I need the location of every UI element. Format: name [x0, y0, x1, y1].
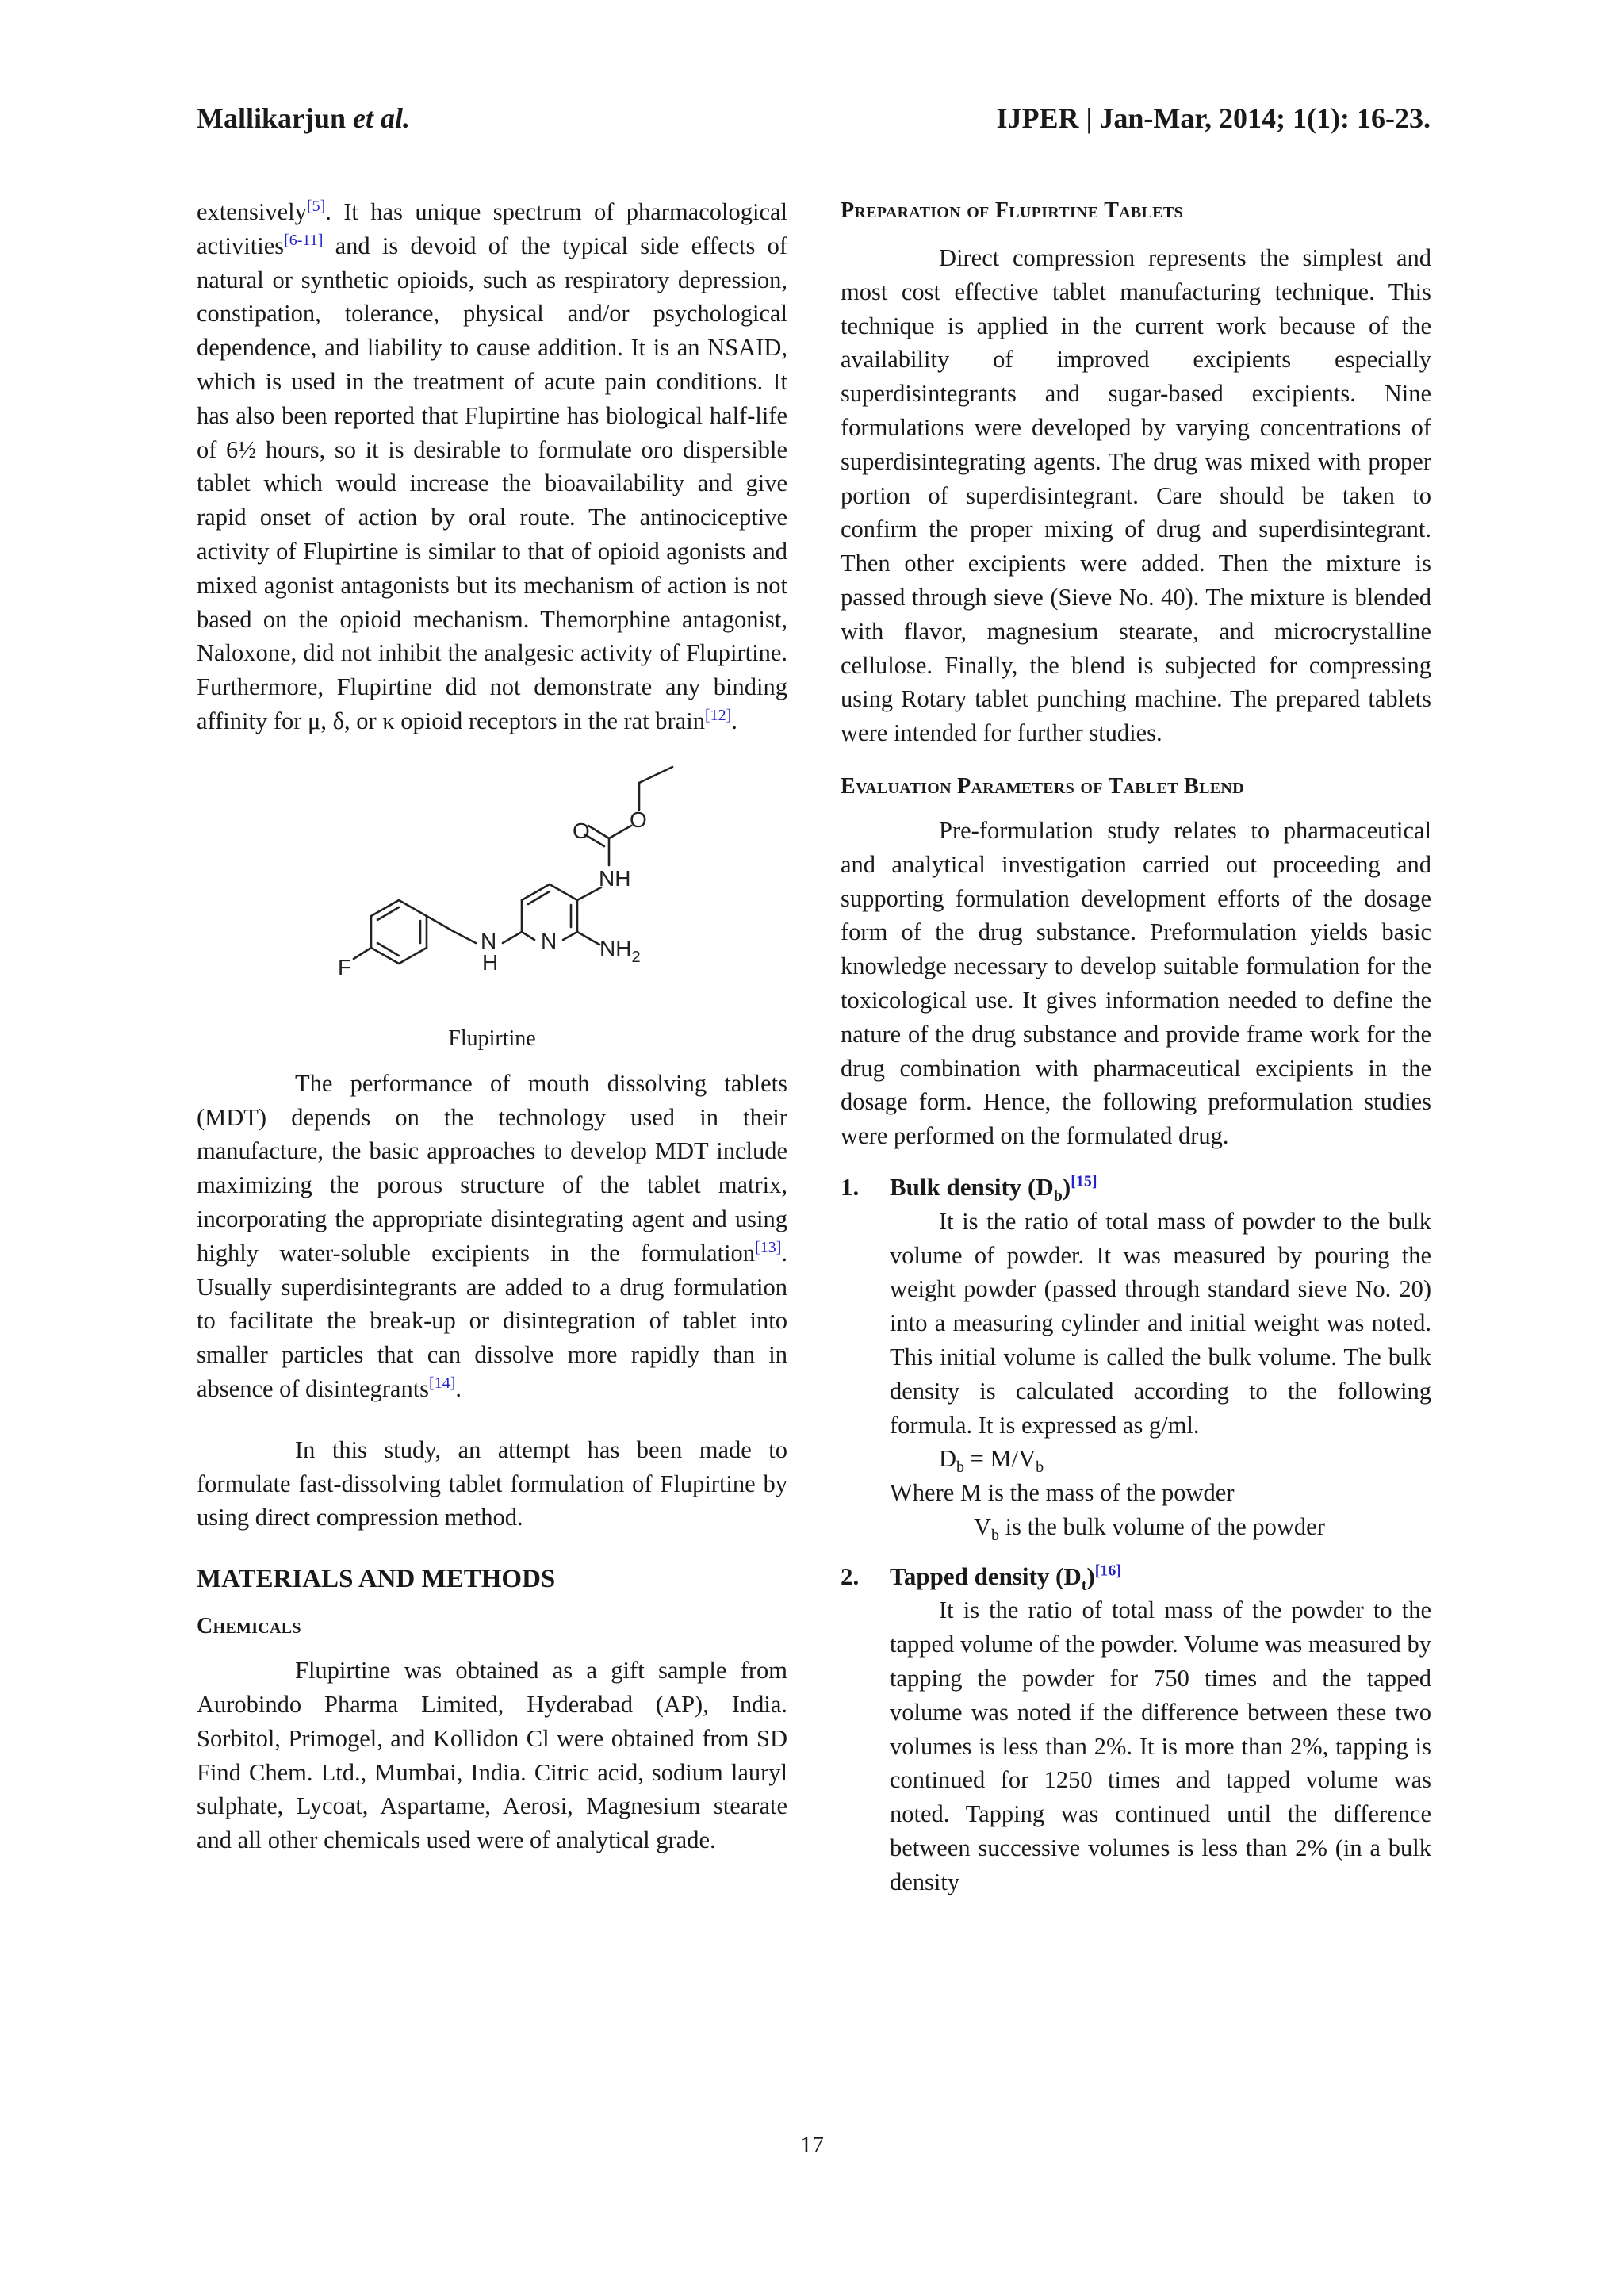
tapped-density-item: [841, 1560, 1431, 1899]
figure-caption: Flupirtine: [448, 1025, 536, 1051]
header-journal: IJPER | Jan-Mar, 2014; 1(1): 16-23.: [996, 102, 1431, 134]
atom-label: O: [630, 807, 647, 832]
bulk-density-title: Bulk density $(D_b)[15]$: [890, 1172, 1097, 1205]
running-header: [197, 99, 1431, 147]
flupirtine-structure-figure: [197, 745, 787, 1062]
citation-ref[interactable]: [16]: [1094, 1562, 1122, 1580]
materials-methods-heading: MATERIALS AND METHODS: [197, 1565, 556, 1594]
evaluation-heading: Evaluation Parameters of Tablet Blend: [841, 773, 1244, 799]
evaluation-paragraph: Pre-formulation study relates to pharmaceutical and analytical investigation carried out proceeding and supporting formulation development efforts of the dosage form of the drug substance. Preformulation yields basic knowledge necessary to develop suitable formulation for the toxicological use. It gives information needed to define the nature of the drug substance and provide frame work for the drug combination with pharmaceutical excipients in the dosage form. Hence, the following preformulation studies were performed on the formulated drug.: [841, 816, 1431, 1150]
citation-ref[interactable]: [15]: [1071, 1172, 1097, 1190]
chemicals-paragraph: Flupirtine was obtained as a gift sample from Aurobindo Pharma Limited, Hyderabad (AP), India. Sorbitol, Primogel, and Kollidon Cl were obtained from SD Find Chem. Ltd., Mumbai, India. Citric acid, sodium lauryl sulphate, Lycoat, Aspartame, Aerosi, Magnesium stearate and all other chemicals used were of analytical grade.: [197, 1657, 787, 1854]
tapped-density-text: It is the ratio of total mass of the powder to the tapped volume of the powder. Volume was measured by tapping the powder for 750 times and the tapped volume was noted if the difference between these two volumes is less than 2%. It is more than 2%, tapping is continued for 1250 times and tapped volume was noted. Tapping was continued until the difference between successive volumes is less than 2% (in a bulk density: [890, 1596, 1431, 1895]
atom-label: F: [338, 954, 352, 979]
chemical-structure: [197, 745, 787, 1022]
bulk-density-item: [841, 1171, 1431, 1544]
atom-label: O: [573, 818, 590, 843]
atom-label: N: [481, 928, 497, 953]
formula-where-line: Where M is the mass of the powder: [890, 1479, 1235, 1507]
tapped-density-title: Tapped density $(D_t)[16]$: [890, 1562, 1122, 1594]
atom-label: NH: [599, 865, 631, 891]
item-number: 2.: [841, 1562, 860, 1590]
citation-ref[interactable]: [12]: [704, 706, 732, 724]
citation-ref[interactable]: [13]: [755, 1238, 782, 1256]
atom-label: N: [541, 928, 557, 953]
citation-ref[interactable]: [14]: [429, 1374, 456, 1392]
bulk-density-text: It is the ratio of total mass of powder to the bulk volume of powder. It was measured by pouring the weight powder (passed through standard sieve No. 20) into a measuring cylinder and initial weight was noted. This initial volume is called the bulk volume. The bulk density is calculated according to the following formula. It is expressed as g/ml.: [890, 1207, 1431, 1439]
citation-ref[interactable]: [5]: [306, 197, 326, 215]
intro-paragraph: extensively[5]. It has unique spectrum of pharmacological activities[6-11] and is devoid of the typical side effects of natural or synthetic opioids, such as respiratory depression, constipation, tolerance, physical and/or psychological dependence, and liability to cause addition. It is an NSAID, which is used in the treatment of acute pain conditions. It has also been reported that Flupirtine has biological half-life of 6½ hours, so it is desirable to formulate oro dispersible tablet which would increase the bioavailability and give rapid onset of action by oral route. The antinociceptive activity of Flupirtine is similar to that of opioid agonists and mixed agonist antagonists but its mechanism of action is not based on the opioid mechanism. Themorphine antagonist, Naloxone, did not inhibit the analgesic activity of Flupirtine. Furthermore, Flupirtine did not demonstrate any binding affinity for μ, δ, or κ opioid receptors in the rat brain[12].: [197, 197, 787, 734]
right-column: [841, 195, 1431, 1899]
citation-ref[interactable]: [6-11]: [284, 231, 324, 249]
item-number: 1.: [841, 1172, 860, 1201]
atom-label: $NH_2$: [599, 935, 641, 966]
study-aim-paragraph: In this study, an attempt has been made to formulate fast-dissolving tablet formulation of Flupirtine by using direct compression method.: [197, 1435, 787, 1531]
formula-where-line: $V_b$ is the bulk volume of the powder: [974, 1512, 1325, 1544]
bulk-density-formula: $D_b = M/V_b$: [939, 1445, 1044, 1477]
chemicals-heading: Chemicals: [197, 1614, 301, 1639]
preparation-heading: Preparation of Flupirtine Tablets: [841, 198, 1183, 223]
mdt-paragraph: The performance of mouth dissolving tablets (MDT) depends on the technology used in their manufacture, the basic approaches to develop MDT include maximizing the porous structure of the tablet matrix, incorporating the appropriate disintegrating agent and using highly water-soluble excipients in the formulation[13]. Usually superdisintegrants are added to a drug formulation to facilitate the break-up or disintegration of tablet into smaller particles that can dissolve more rapidly than in absence of disintegrants[14].: [197, 1069, 787, 1402]
header-author: Mallikarjun et al.: [197, 102, 410, 134]
page-number: 17: [800, 2132, 824, 2158]
atom-label: H: [482, 949, 499, 975]
left-column: [197, 195, 787, 1857]
preparation-paragraph: Direct compression represents the simplest and most cost effective tablet manufacturing technique. This technique is applied in the current work because of the availability of improved excipients especially superdisintegrants and sugar-based excipients. Nine formulations were developed by varying concentrations of superdisintegrating agents. The drug was mixed with proper portion of superdisintegrant. Care should be taken to confirm the proper mixing of drug and superdisintegrant. Then other excipients were added. Then the mixture is passed through sieve (Sieve No. 40). The mixture is blended with flavor, magnesium stearate, and microcrystalline cellulose. Finally, the blend is subjected for compressing using Rotary tablet punching machine. The prepared tablets were intended for further studies.: [841, 244, 1431, 747]
